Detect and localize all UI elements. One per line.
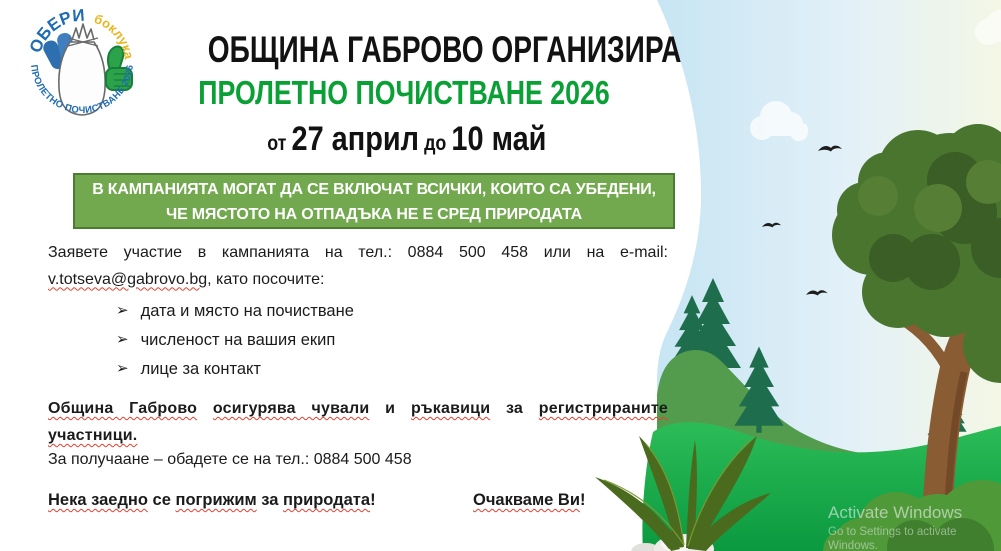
- logo-arc-top-primary: ОБЕРИ: [25, 5, 86, 56]
- invite-text-1: Заявете участие в кампанията на тел.: 0884 500 458 или на e-mail:: [48, 244, 668, 261]
- date-to-label: до: [423, 132, 447, 155]
- welcome-segment: Очакваме Ви: [473, 491, 580, 509]
- arrow-bullet-icon: ➢: [116, 331, 129, 348]
- slogan-segment: за: [256, 491, 284, 509]
- banner-line-1: В КАМПАНИЯТА МОГАТ ДА СЕ ВКЛЮЧАТ ВСИЧКИ, КОИТО СА УБЕДЕНИ,: [92, 181, 656, 198]
- eligibility-banner: [73, 173, 675, 229]
- logo-arc-top-secondary: боклука: [92, 11, 137, 61]
- supplies-segment: осигурява чували: [212, 400, 370, 417]
- pickup-line: За получаане – обадете се на тел.: 0884 500 458: [48, 451, 412, 468]
- slogan-segment: се: [147, 491, 176, 509]
- supplies-segment: и: [369, 400, 411, 417]
- supplies-paragraph: [48, 395, 668, 449]
- banner-line-2: ЧЕ МЯСТОТО НА ОТПАДЪКА НЕ Е СРЕД ПРИРОДАТА: [166, 206, 582, 223]
- campaign-logo: [16, 4, 148, 132]
- supplies-segment: ръкавици: [410, 400, 491, 417]
- date-from-label: от: [266, 132, 287, 155]
- slogan-segment: Нека заедно: [48, 491, 148, 509]
- supplies-segment: регистрираните участници.: [48, 400, 668, 444]
- slogan-segment: погрижим: [175, 491, 257, 509]
- arrow-bullet-icon: ➢: [116, 302, 129, 319]
- arrow-bullet-icon: ➢: [116, 360, 129, 377]
- requirements-list: [116, 297, 354, 384]
- list-item-label: дата и място на почистване: [140, 302, 354, 320]
- list-item: [116, 297, 354, 326]
- watermark-subtitle: Go to Settings to activate Windows.: [828, 526, 957, 551]
- list-item: [116, 355, 354, 384]
- date-to-value: 10 май: [451, 120, 547, 158]
- org-title: ОБЩИНА ГАБРОВО ОРГАНИЗИРА: [207, 29, 682, 70]
- supplies-segment: за: [490, 400, 539, 417]
- supplies-segment: [197, 400, 213, 417]
- dates-line: [133, 118, 675, 165]
- contact-email: v.totseva@gabrovo.bg: [48, 270, 208, 288]
- invitation-paragraph: [48, 240, 668, 293]
- watermark-title: Activate Windows: [828, 503, 963, 522]
- slogan-segment: природата: [283, 491, 371, 509]
- slogan-segment: !: [370, 491, 376, 509]
- list-item: [116, 326, 354, 355]
- list-item-label: численост на вашия екип: [140, 331, 336, 349]
- logo-arc-bottom: ПРОЛЕТНО ПОЧИСТВАНЕ 2026: [27, 64, 136, 117]
- date-from-value: 27 април: [291, 120, 419, 158]
- headline-block: [133, 29, 682, 165]
- invite-text-2: , като посочите:: [207, 270, 325, 288]
- closing-slogan: [48, 491, 376, 510]
- list-item-label: лице за контакт: [140, 360, 261, 378]
- welcome-segment: !: [579, 491, 586, 509]
- closing-welcome: [473, 491, 585, 510]
- campaign-title: ПРОЛЕТНО ПОЧИСТВАНЕ 2026: [198, 74, 610, 111]
- supplies-segment: Община Габрово: [48, 400, 198, 417]
